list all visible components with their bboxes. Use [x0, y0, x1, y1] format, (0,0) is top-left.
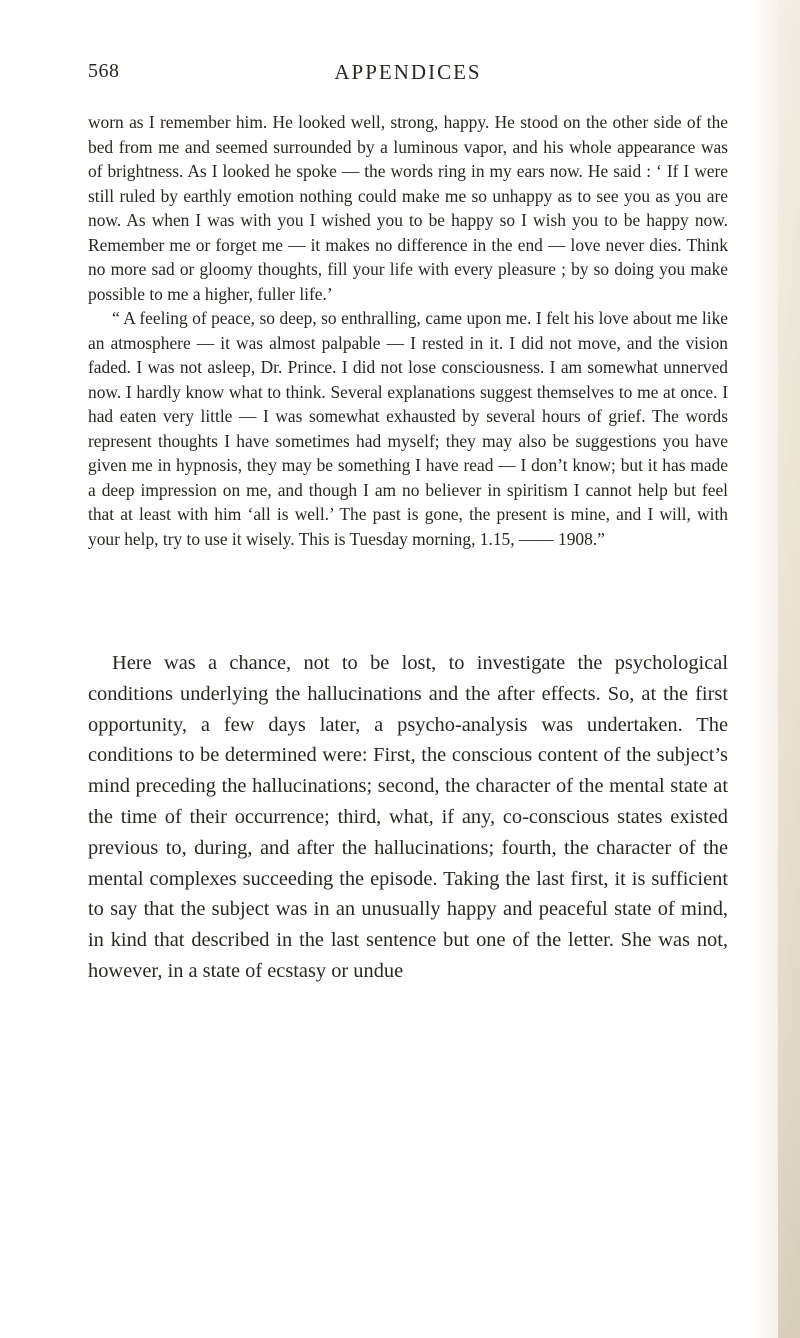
quoted-letter — [88, 110, 728, 551]
main-text — [88, 648, 728, 987]
page-header — [88, 60, 728, 90]
body-paragraph: Here was a chance, not to be lost, to investigate the psychological conditions underlying the hallucinations and the after effects. So, at the first opportunity, a few days later, a psycho-analysis was undertaken. The conditions to be determined were: First, the conscious content of the subject’s mind preceding the hallucinations; second, the character of the mental state at the time of their occurrence; third, what, if any, co-conscious states existed previous to, during, and after the hallucinations; fourth, the character of the mental complexes succeeding the episode. Taking the last first, it is sufficient to say that the subject was in an unusually happy and peaceful state of mind, in kind that described in the last sentence but one of the letter. She was not, however, in a state of ecstasy or undue — [88, 652, 728, 982]
letter-paragraph: worn as I remember him. He looked well, strong, happy. He stood on the other side of the bed from me and seemed surrounded by a luminous vapor, and his whole appearance was of brightness. As I looked he spoke — the words ring in my ears now. He said : ‘ If I were still ruled by earthly emotion nothing could make me so unhappy as to see you as you are now. As when I was with you I wished you to be happy so I wish you to be happy now. Remember me or forget me — it makes no difference in the end — love never dies. Think no more sad or gloomy thoughts, fill your life with every pleasure ; by so doing you make possible to me a higher, fuller life.’ — [88, 112, 728, 304]
page-edge-shadow — [778, 0, 800, 1338]
running-head: APPENDICES — [334, 60, 482, 84]
page-number: 568 — [88, 60, 120, 82]
letter-paragraph: “ A feeling of peace, so deep, so enthralling, came upon me. I felt his love about me like an atmosphere — it was almost palpable — I rested in it. I did not move, and the vision faded. I was not asleep, Dr. Prince. I did not lose consciousness. I am somewhat unnerved now. I hardly know what to think. Several explanations suggest themselves to me at once. I had eaten very little — I was somewhat exhausted by several hours of grief. The words represent thoughts I have sometimes had myself; they may also be suggestions you have given me in hypnosis, they may be something I have read — I don’t know; but it has made a deep impression on me, and though I am no believer in spiritism I cannot help but feel that at least with him ‘all is well.’ The past is gone, the present is mine, and I will, with your help, try to use it wisely. This is Tuesday morning, 1.15, —— 1908.” — [88, 308, 728, 549]
